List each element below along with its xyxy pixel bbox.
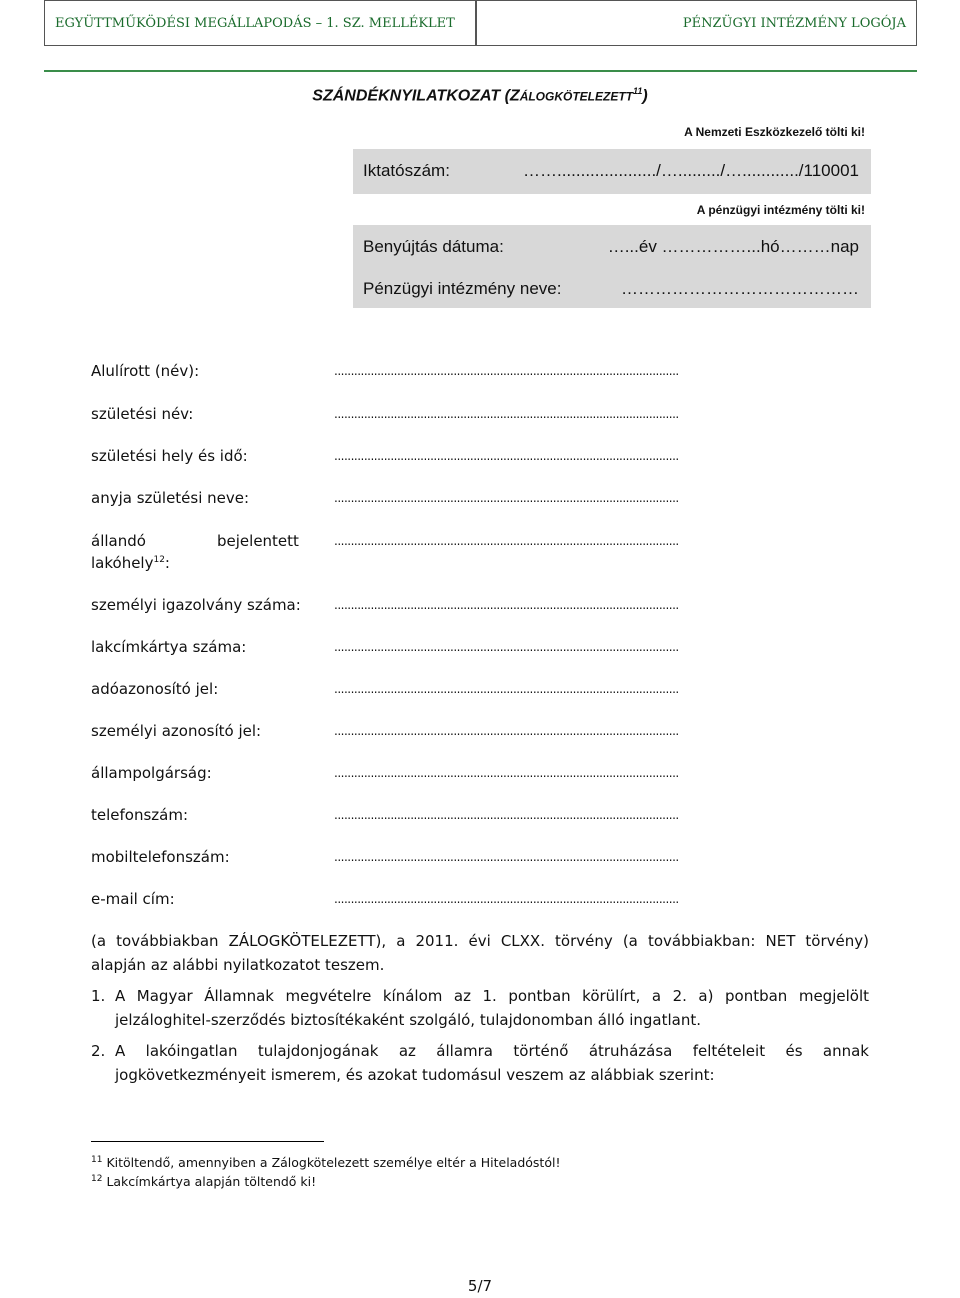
field-blank[interactable]: ........................................................................................................ — [334, 850, 679, 864]
page-number: 5/7 — [467, 1277, 493, 1295]
field-blank[interactable]: ........................................................................................................ — [334, 724, 679, 738]
intezmeny-box — [353, 225, 871, 308]
header-left-cell — [44, 0, 476, 46]
field-blank[interactable]: ........................................................................................................ — [334, 534, 679, 548]
footnote-12: $^{12}$ Lakcímkártya alapján töltendő ki! — [91, 1174, 317, 1190]
field-blank[interactable]: ........................................................................................................ — [334, 766, 679, 780]
field-blank[interactable]: ........................................................................................................ — [334, 682, 679, 696]
benyujtas-label: Benyújtás dátuma: — [363, 237, 504, 256]
field-blank[interactable]: ........................................................................................................ — [334, 491, 679, 505]
header-right-cell — [476, 0, 917, 46]
iktatoszam-label: Iktatószám: — [363, 161, 450, 180]
header-divider — [44, 70, 917, 72]
field-blank[interactable]: ........................................................................................................ — [334, 449, 679, 463]
field-blank[interactable]: ........................................................................................................ — [334, 598, 679, 612]
field-blank[interactable]: ........................................................................................................ — [334, 892, 679, 906]
footnote-11: $^{11}$ Kitöltendő, amennyiben a Zálogkötelezett személye eltér a Hiteladóstól! — [91, 1155, 561, 1171]
document-title: SZÁNDÉKNYILATKOZAT (ZÁLOGKÖTELEZETT$^{11}$) — [312, 86, 648, 105]
intezmeny-name-label: Pénzügyi intézmény neve: — [363, 279, 562, 298]
iktatoszam-value[interactable]: ……...................../…........./…............/110001 — [522, 161, 859, 180]
field-blank[interactable]: ........................................................................................................ — [334, 407, 679, 421]
benyujtas-value[interactable]: …...év ……………...hó………nap — [607, 237, 859, 256]
header-left-text: EGYÜTTMŰKÖDÉSI MEGÁLLAPODÁS – 1. SZ. MELLÉKLET — [55, 15, 455, 31]
footnote-separator — [91, 1141, 324, 1142]
intro-paragraph: (a továbbiakban ZÁLOGKÖTELEZETT), a 2011. évi CLXX. törvény (a továbbiakban: NET törvény) alapján az alábbi nyilatkozatot teszem. — [91, 932, 869, 974]
iktatoszam-box — [353, 149, 871, 194]
header-right-text: PÉNZÜGYI INTÉZMÉNY LOGÓJA — [682, 15, 906, 31]
note-nemzeti-eszkozkezelo: A Nemzeti Eszközkezelő tölti ki! — [684, 125, 865, 139]
note-penzugyi-intezmeny: A pénzügyi intézmény tölti ki! — [696, 203, 865, 217]
field-blank[interactable]: ........................................................................................................ — [334, 808, 679, 822]
intezmeny-name-value[interactable]: …………………………………… — [621, 279, 859, 298]
field-blank[interactable]: ........................................................................................................ — [334, 640, 679, 654]
field-blank[interactable]: ........................................................................................................ — [334, 364, 679, 378]
